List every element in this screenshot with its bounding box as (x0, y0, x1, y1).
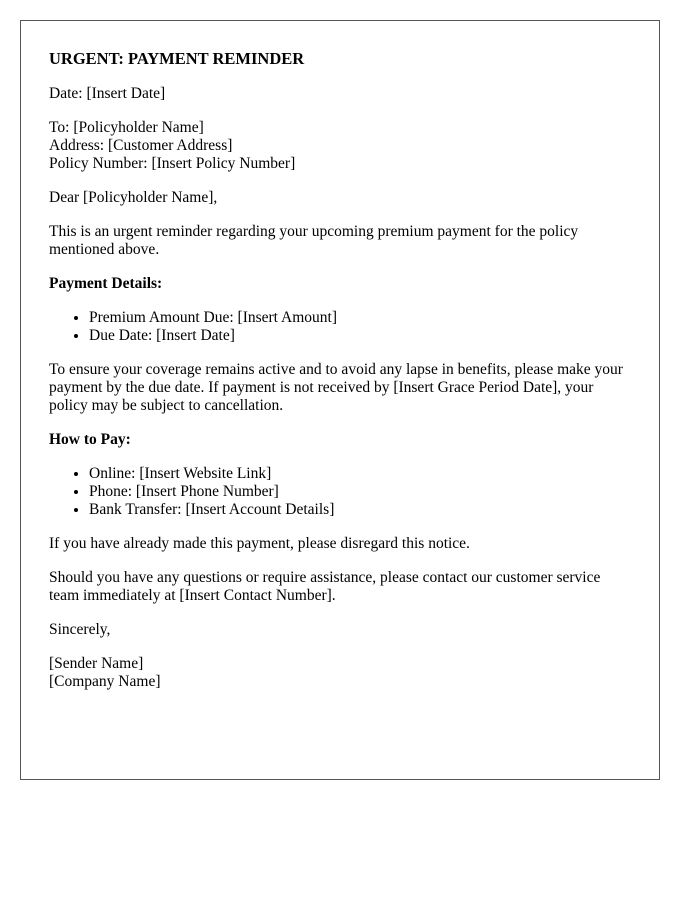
closing: Sincerely, (49, 621, 111, 638)
pay-method-item: • Phone: [Insert Phone Number] (89, 483, 631, 501)
how-to-pay-heading: How to Pay: (49, 431, 131, 448)
disregard-note: If you have already made this payment, please disregard this notice. (49, 535, 470, 552)
salutation: Dear [Policyholder Name], (49, 189, 218, 206)
intro-paragraph: This is an urgent reminder regarding your upcoming premium payment for the policy mentioned above. (49, 223, 579, 258)
company-name: [Company Name] (49, 673, 161, 690)
pay-method-item: • Online: [Insert Website Link] (89, 465, 631, 483)
how-to-pay-list (49, 465, 631, 519)
coverage-notice: To ensure your coverage remains active and to avoid any lapse in benefits, please make your payment by the due date. If payment is not received by [Insert Grace Period Date], your policy may be subject to cancellation. (49, 361, 623, 414)
recipient-policy-number: Policy Number: [Insert Policy Number] (49, 155, 296, 172)
letter-title: URGENT: PAYMENT REMINDER (49, 49, 305, 68)
recipient-address: Address: [Customer Address] (49, 137, 233, 154)
payment-details-heading: Payment Details: (49, 275, 163, 292)
recipient-block (49, 119, 631, 173)
signature-block (49, 655, 631, 691)
date-line: Date: [Insert Date] (49, 85, 166, 102)
payment-detail-item: • Due Date: [Insert Date] (89, 327, 631, 345)
payment-details-list (49, 309, 631, 345)
payment-detail-item: • Premium Amount Due: [Insert Amount] (89, 309, 631, 327)
sender-name: [Sender Name] (49, 655, 144, 672)
pay-method-item: • Bank Transfer: [Insert Account Details] (89, 501, 631, 519)
recipient-to: To: [Policyholder Name] (49, 119, 204, 136)
contact-note: Should you have any questions or require assistance, please contact our customer service team immediately at [Insert Contact Number]. (49, 569, 601, 604)
letter-page (20, 20, 660, 780)
